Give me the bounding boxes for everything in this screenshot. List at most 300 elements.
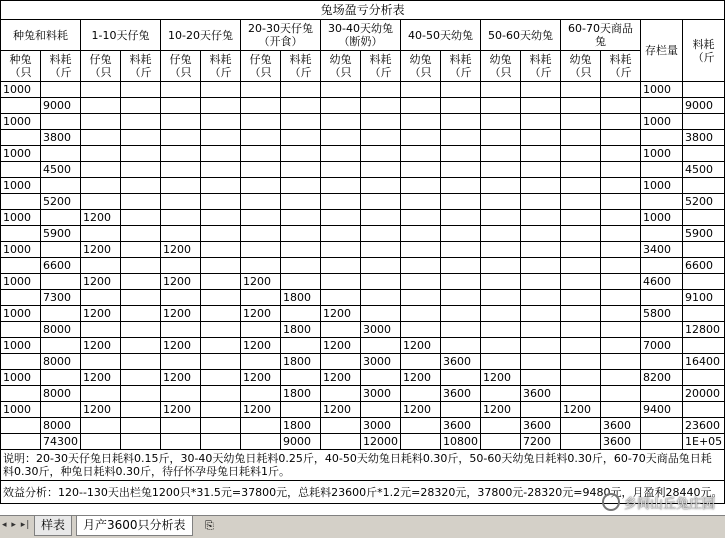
table-cell[interactable] <box>601 114 641 130</box>
table-cell[interactable]: 1000 <box>1 306 41 322</box>
table-cell[interactable] <box>241 130 281 146</box>
table-cell[interactable] <box>241 434 281 450</box>
table-cell[interactable] <box>441 82 481 98</box>
table-cell[interactable] <box>601 338 641 354</box>
table-cell[interactable] <box>521 258 561 274</box>
table-cell[interactable]: 1200 <box>81 242 121 258</box>
table-cell[interactable]: 1000 <box>1 146 41 162</box>
table-cell[interactable] <box>561 226 601 242</box>
table-cell[interactable]: 1200 <box>241 274 281 290</box>
table-cell[interactable]: 3800 <box>683 130 725 146</box>
table-cell[interactable] <box>201 290 241 306</box>
table-cell[interactable] <box>481 274 521 290</box>
table-cell[interactable] <box>641 418 683 434</box>
table-cell[interactable] <box>601 258 641 274</box>
table-cell[interactable]: 10800 <box>441 434 481 450</box>
sub-header[interactable]: 幼兔（只 <box>561 51 601 82</box>
sub-header[interactable]: 料耗（斤 <box>201 51 241 82</box>
table-cell[interactable] <box>441 98 481 114</box>
table-cell[interactable] <box>561 130 601 146</box>
table-cell[interactable] <box>281 130 321 146</box>
table-cell[interactable] <box>481 130 521 146</box>
table-cell[interactable]: 6600 <box>683 258 725 274</box>
table-cell[interactable] <box>641 130 683 146</box>
table-cell[interactable]: 8200 <box>641 370 683 386</box>
table-cell[interactable] <box>241 386 281 402</box>
table-cell[interactable] <box>281 210 321 226</box>
table-cell[interactable] <box>441 114 481 130</box>
table-cell[interactable]: 7000 <box>641 338 683 354</box>
table-cell[interactable] <box>481 418 521 434</box>
table-cell[interactable] <box>441 290 481 306</box>
table-cell[interactable] <box>521 82 561 98</box>
table-cell[interactable] <box>41 402 81 418</box>
table-cell[interactable] <box>641 162 683 178</box>
table-cell[interactable] <box>201 370 241 386</box>
table-cell[interactable]: 1000 <box>641 82 683 98</box>
table-cell[interactable] <box>121 402 161 418</box>
sheet-nav-arrows-icon[interactable]: ◂ ▸ ▸| <box>2 520 31 530</box>
table-cell[interactable] <box>441 402 481 418</box>
table-cell[interactable] <box>561 354 601 370</box>
table-cell[interactable] <box>561 386 601 402</box>
table-cell[interactable]: 1800 <box>281 418 321 434</box>
table-cell[interactable] <box>401 274 441 290</box>
table-cell[interactable]: 1200 <box>81 306 121 322</box>
table-cell[interactable] <box>81 146 121 162</box>
table-cell[interactable] <box>121 194 161 210</box>
table-cell[interactable]: 8000 <box>41 418 81 434</box>
table-cell[interactable] <box>561 274 601 290</box>
table-cell[interactable]: 3600 <box>441 418 481 434</box>
table-cell[interactable]: 1200 <box>481 370 521 386</box>
sub-header[interactable]: 幼兔（只 <box>401 51 441 82</box>
table-cell[interactable] <box>601 290 641 306</box>
table-cell[interactable] <box>281 274 321 290</box>
table-cell[interactable] <box>601 162 641 178</box>
table-cell[interactable] <box>1 194 41 210</box>
table-cell[interactable] <box>401 290 441 306</box>
table-cell[interactable]: 12800 <box>683 322 725 338</box>
table-cell[interactable] <box>201 258 241 274</box>
table-cell[interactable]: 1200 <box>241 370 281 386</box>
table-cell[interactable] <box>201 434 241 450</box>
table-cell[interactable] <box>321 98 361 114</box>
table-cell[interactable]: 5200 <box>41 194 81 210</box>
table-cell[interactable] <box>41 242 81 258</box>
table-cell[interactable] <box>81 258 121 274</box>
table-cell[interactable]: 1200 <box>481 402 521 418</box>
table-cell[interactable]: 1200 <box>161 338 201 354</box>
table-title[interactable]: 兔场盈亏分析表 <box>1 1 725 20</box>
table-cell[interactable]: 7300 <box>41 290 81 306</box>
table-cell[interactable] <box>241 290 281 306</box>
table-cell[interactable] <box>441 146 481 162</box>
table-cell[interactable] <box>121 290 161 306</box>
table-cell[interactable] <box>1 354 41 370</box>
table-cell[interactable] <box>241 146 281 162</box>
table-cell[interactable] <box>561 178 601 194</box>
table-cell[interactable] <box>201 306 241 322</box>
table-cell[interactable] <box>321 130 361 146</box>
table-cell[interactable] <box>401 210 441 226</box>
table-cell[interactable] <box>401 82 441 98</box>
group-header[interactable]: 20-30天仔兔（开食） <box>241 20 321 51</box>
table-cell[interactable] <box>481 178 521 194</box>
group-header[interactable]: 10-20天仔兔 <box>161 20 241 51</box>
table-cell[interactable] <box>601 322 641 338</box>
table-cell[interactable] <box>361 114 401 130</box>
tab-sample[interactable]: 样表 <box>34 516 72 536</box>
group-header[interactable]: 60-70天商品兔 <box>561 20 641 51</box>
table-cell[interactable] <box>481 114 521 130</box>
table-cell[interactable] <box>601 210 641 226</box>
table-cell[interactable]: 9400 <box>641 402 683 418</box>
sub-header[interactable]: 料耗（斤 <box>361 51 401 82</box>
group-header[interactable]: 50-60天幼兔 <box>481 20 561 51</box>
table-cell[interactable] <box>521 178 561 194</box>
table-cell[interactable] <box>161 210 201 226</box>
table-cell[interactable] <box>281 242 321 258</box>
table-cell[interactable] <box>601 130 641 146</box>
table-cell[interactable] <box>361 130 401 146</box>
sub-header[interactable]: 料耗（斤 <box>281 51 321 82</box>
table-cell[interactable] <box>201 242 241 258</box>
table-cell[interactable] <box>361 82 401 98</box>
table-cell[interactable] <box>81 114 121 130</box>
table-cell[interactable] <box>361 370 401 386</box>
table-cell[interactable] <box>641 226 683 242</box>
sub-header[interactable]: 料耗（斤 <box>601 51 641 82</box>
table-cell[interactable] <box>41 210 81 226</box>
table-cell[interactable] <box>521 146 561 162</box>
sub-header[interactable]: 料耗（斤 <box>521 51 561 82</box>
table-cell[interactable] <box>81 194 121 210</box>
table-cell[interactable] <box>41 146 81 162</box>
table-cell[interactable] <box>441 194 481 210</box>
table-cell[interactable]: 3400 <box>641 242 683 258</box>
table-cell[interactable]: 3000 <box>361 418 401 434</box>
table-cell[interactable]: 1000 <box>1 338 41 354</box>
table-cell[interactable]: 5900 <box>41 226 81 242</box>
sub-header[interactable]: 料耗（斤 <box>121 51 161 82</box>
table-cell[interactable] <box>521 338 561 354</box>
table-cell[interactable] <box>401 386 441 402</box>
table-cell[interactable] <box>441 322 481 338</box>
table-cell[interactable] <box>281 258 321 274</box>
table-cell[interactable] <box>281 82 321 98</box>
table-cell[interactable] <box>401 258 441 274</box>
table-cell[interactable] <box>241 226 281 242</box>
table-cell[interactable] <box>121 162 161 178</box>
sub-header[interactable]: 料耗（斤 <box>41 51 81 82</box>
table-cell[interactable] <box>1 434 41 450</box>
table-cell[interactable] <box>321 114 361 130</box>
table-cell[interactable] <box>161 130 201 146</box>
table-cell[interactable] <box>241 194 281 210</box>
table-cell[interactable] <box>241 354 281 370</box>
table-cell[interactable] <box>281 178 321 194</box>
table-cell[interactable] <box>641 258 683 274</box>
table-cell[interactable] <box>441 306 481 322</box>
table-cell[interactable] <box>201 274 241 290</box>
table-cell[interactable] <box>361 290 401 306</box>
table-cell[interactable] <box>521 98 561 114</box>
table-cell[interactable] <box>81 434 121 450</box>
sub-header[interactable]: 种兔（只 <box>1 51 41 82</box>
table-cell[interactable]: 1800 <box>281 322 321 338</box>
table-cell[interactable] <box>321 242 361 258</box>
table-cell[interactable] <box>121 354 161 370</box>
table-cell[interactable] <box>561 434 601 450</box>
table-cell[interactable] <box>401 306 441 322</box>
table-cell[interactable] <box>683 178 725 194</box>
group-header[interactable]: 40-50天幼兔 <box>401 20 481 51</box>
table-cell[interactable]: 4500 <box>683 162 725 178</box>
table-cell[interactable] <box>161 82 201 98</box>
table-cell[interactable] <box>321 290 361 306</box>
table-cell[interactable] <box>481 354 521 370</box>
sub-header[interactable]: 幼兔（只 <box>481 51 521 82</box>
table-cell[interactable] <box>201 210 241 226</box>
table-cell[interactable] <box>281 98 321 114</box>
table-cell[interactable]: 23600 <box>683 418 725 434</box>
table-cell[interactable] <box>121 434 161 450</box>
table-cell[interactable] <box>121 242 161 258</box>
table-cell[interactable]: 1000 <box>641 178 683 194</box>
table-cell[interactable]: 9000 <box>281 434 321 450</box>
table-cell[interactable] <box>561 194 601 210</box>
table-cell[interactable] <box>361 98 401 114</box>
table-cell[interactable]: 16400 <box>683 354 725 370</box>
table-cell[interactable] <box>201 194 241 210</box>
table-cell[interactable] <box>521 130 561 146</box>
table-cell[interactable] <box>81 386 121 402</box>
table-cell[interactable] <box>161 162 201 178</box>
table-cell[interactable] <box>121 370 161 386</box>
table-cell[interactable]: 8000 <box>41 322 81 338</box>
table-cell[interactable] <box>641 354 683 370</box>
group-header[interactable]: 1-10天仔兔 <box>81 20 161 51</box>
table-cell[interactable]: 1200 <box>81 274 121 290</box>
table-cell[interactable] <box>81 98 121 114</box>
table-cell[interactable] <box>41 114 81 130</box>
table-cell[interactable]: 1200 <box>241 402 281 418</box>
table-cell[interactable]: 3600 <box>521 418 561 434</box>
table-cell[interactable] <box>241 114 281 130</box>
table-cell[interactable] <box>601 242 641 258</box>
table-cell[interactable] <box>401 418 441 434</box>
table-cell[interactable] <box>321 322 361 338</box>
table-cell[interactable] <box>241 178 281 194</box>
table-cell[interactable]: 1200 <box>161 370 201 386</box>
table-cell[interactable] <box>81 82 121 98</box>
table-cell[interactable] <box>521 226 561 242</box>
efficiency-cell[interactable]: 效益分析：120--130天出栏兔1200只*31.5元=37800元，总耗料23600斤*1.2元=28320元，37800元-28320元=9480元，月盈利28440元。 <box>1 481 725 504</box>
table-cell[interactable] <box>121 338 161 354</box>
table-cell[interactable] <box>401 98 441 114</box>
table-cell[interactable]: 3600 <box>521 386 561 402</box>
table-cell[interactable] <box>1 290 41 306</box>
table-cell[interactable]: 1800 <box>281 386 321 402</box>
table-cell[interactable] <box>1 162 41 178</box>
table-cell[interactable]: 6600 <box>41 258 81 274</box>
table-cell[interactable] <box>521 114 561 130</box>
table-cell[interactable] <box>561 290 601 306</box>
table-cell[interactable] <box>121 258 161 274</box>
table-cell[interactable] <box>441 162 481 178</box>
table-cell[interactable] <box>321 354 361 370</box>
table-cell[interactable] <box>521 370 561 386</box>
table-cell[interactable] <box>121 82 161 98</box>
table-cell[interactable]: 1000 <box>1 242 41 258</box>
table-cell[interactable] <box>401 114 441 130</box>
table-cell[interactable]: 1200 <box>321 402 361 418</box>
table-cell[interactable] <box>241 82 281 98</box>
table-cell[interactable] <box>281 402 321 418</box>
table-cell[interactable] <box>361 274 401 290</box>
table-cell[interactable] <box>361 162 401 178</box>
table-cell[interactable] <box>1 130 41 146</box>
table-cell[interactable] <box>683 242 725 258</box>
table-cell[interactable] <box>81 226 121 242</box>
table-cell[interactable] <box>481 146 521 162</box>
table-cell[interactable] <box>481 290 521 306</box>
table-cell[interactable]: 1000 <box>1 82 41 98</box>
table-cell[interactable] <box>561 258 601 274</box>
table-cell[interactable] <box>1 386 41 402</box>
table-cell[interactable] <box>241 98 281 114</box>
table-cell[interactable]: 1000 <box>1 370 41 386</box>
group-header[interactable]: 30-40天幼兔（断奶） <box>321 20 401 51</box>
table-cell[interactable] <box>121 322 161 338</box>
table-cell[interactable] <box>161 258 201 274</box>
table-cell[interactable]: 7200 <box>521 434 561 450</box>
table-cell[interactable]: 1800 <box>281 290 321 306</box>
table-cell[interactable]: 1200 <box>321 370 361 386</box>
table-cell[interactable]: 1200 <box>241 338 281 354</box>
table-cell[interactable] <box>561 418 601 434</box>
table-cell[interactable] <box>121 178 161 194</box>
table-cell[interactable] <box>401 242 441 258</box>
table-cell[interactable] <box>441 258 481 274</box>
table-cell[interactable] <box>521 194 561 210</box>
table-cell[interactable] <box>281 226 321 242</box>
table-cell[interactable] <box>161 146 201 162</box>
table-cell[interactable] <box>41 82 81 98</box>
table-cell[interactable] <box>321 258 361 274</box>
table-cell[interactable]: 5900 <box>683 226 725 242</box>
table-cell[interactable] <box>281 162 321 178</box>
table-cell[interactable] <box>201 130 241 146</box>
table-cell[interactable] <box>241 162 281 178</box>
table-cell[interactable] <box>561 242 601 258</box>
table-cell[interactable] <box>81 354 121 370</box>
table-cell[interactable] <box>41 274 81 290</box>
table-cell[interactable] <box>481 194 521 210</box>
table-cell[interactable]: 9000 <box>683 98 725 114</box>
group-header[interactable]: 料耗（斤 <box>683 20 725 82</box>
table-cell[interactable]: 3000 <box>361 386 401 402</box>
table-cell[interactable] <box>81 290 121 306</box>
table-cell[interactable]: 3600 <box>601 434 641 450</box>
table-cell[interactable] <box>201 114 241 130</box>
table-cell[interactable]: 1200 <box>161 242 201 258</box>
table-cell[interactable] <box>121 306 161 322</box>
table-cell[interactable] <box>121 98 161 114</box>
table-cell[interactable] <box>683 210 725 226</box>
table-cell[interactable] <box>281 306 321 322</box>
table-cell[interactable] <box>481 82 521 98</box>
table-cell[interactable]: 5200 <box>683 194 725 210</box>
sub-header[interactable]: 仔兔（只 <box>161 51 201 82</box>
sub-header[interactable]: 幼兔（只 <box>321 51 361 82</box>
table-cell[interactable] <box>521 322 561 338</box>
table-cell[interactable] <box>601 98 641 114</box>
table-cell[interactable]: 1000 <box>1 210 41 226</box>
table-cell[interactable] <box>561 370 601 386</box>
table-cell[interactable] <box>161 178 201 194</box>
table-cell[interactable]: 1200 <box>161 274 201 290</box>
table-cell[interactable] <box>201 82 241 98</box>
table-cell[interactable] <box>321 82 361 98</box>
table-cell[interactable] <box>441 338 481 354</box>
table-cell[interactable] <box>561 210 601 226</box>
table-cell[interactable] <box>481 306 521 322</box>
table-cell[interactable] <box>521 354 561 370</box>
table-cell[interactable] <box>401 130 441 146</box>
table-cell[interactable] <box>41 370 81 386</box>
table-cell[interactable] <box>481 322 521 338</box>
table-cell[interactable] <box>361 146 401 162</box>
table-cell[interactable] <box>401 146 441 162</box>
table-cell[interactable]: 3000 <box>361 322 401 338</box>
table-cell[interactable]: 1000 <box>1 114 41 130</box>
table-cell[interactable] <box>121 210 161 226</box>
table-cell[interactable]: 1200 <box>401 370 441 386</box>
table-cell[interactable] <box>281 194 321 210</box>
table-cell[interactable] <box>321 434 361 450</box>
table-cell[interactable]: 3600 <box>601 418 641 434</box>
table-cell[interactable]: 9100 <box>683 290 725 306</box>
table-cell[interactable] <box>601 178 641 194</box>
table-cell[interactable] <box>481 210 521 226</box>
table-cell[interactable] <box>161 434 201 450</box>
table-cell[interactable] <box>201 98 241 114</box>
table-cell[interactable] <box>1 418 41 434</box>
table-cell[interactable] <box>361 226 401 242</box>
table-cell[interactable] <box>441 210 481 226</box>
table-cell[interactable] <box>361 258 401 274</box>
table-cell[interactable] <box>161 194 201 210</box>
table-cell[interactable]: 1200 <box>81 370 121 386</box>
table-cell[interactable]: 4500 <box>41 162 81 178</box>
table-cell[interactable] <box>121 114 161 130</box>
table-cell[interactable] <box>401 178 441 194</box>
table-cell[interactable] <box>441 242 481 258</box>
table-cell[interactable] <box>161 98 201 114</box>
table-cell[interactable] <box>481 162 521 178</box>
table-cell[interactable]: 5800 <box>641 306 683 322</box>
table-cell[interactable] <box>401 434 441 450</box>
table-cell[interactable] <box>641 290 683 306</box>
table-cell[interactable] <box>201 386 241 402</box>
sub-header[interactable]: 料耗（斤 <box>441 51 481 82</box>
table-cell[interactable] <box>561 338 601 354</box>
table-cell[interactable]: 1200 <box>161 306 201 322</box>
table-cell[interactable] <box>601 402 641 418</box>
table-cell[interactable]: 1200 <box>161 402 201 418</box>
